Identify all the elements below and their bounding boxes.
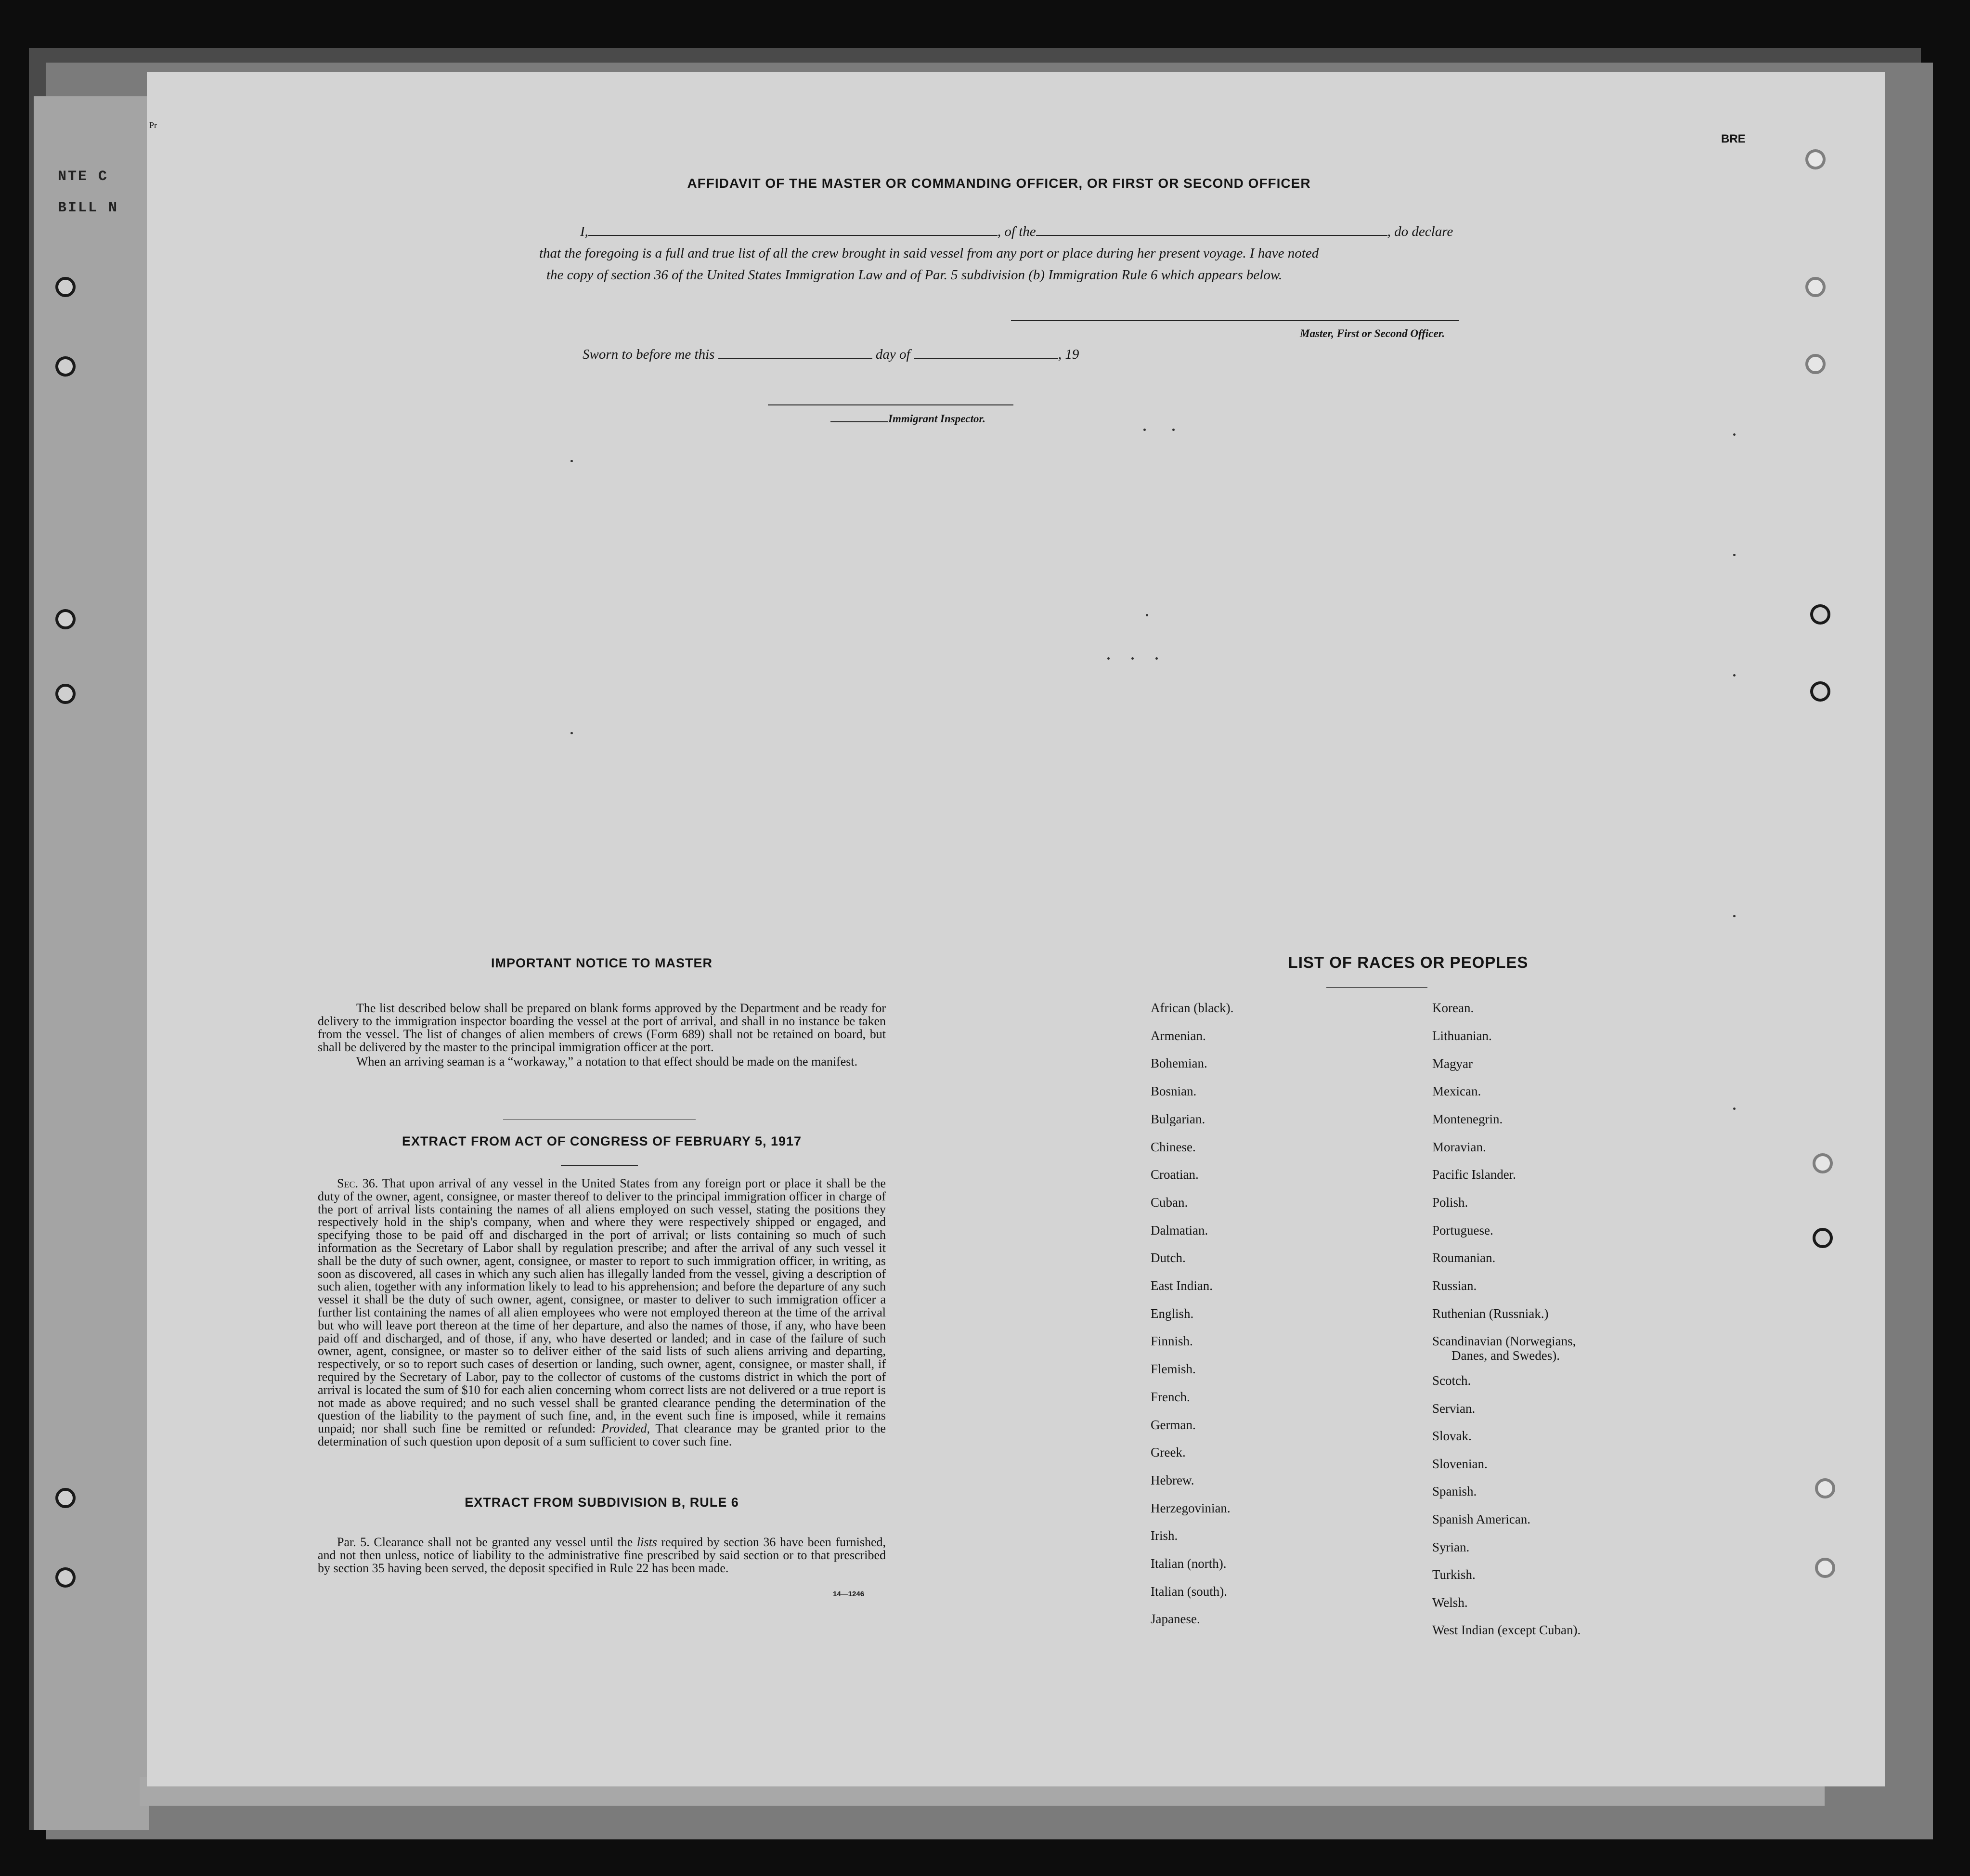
extract-act-title: EXTRACT FROM ACT OF CONGRESS OF FEBRUARY 5, 1917 xyxy=(402,1134,802,1148)
race-item: Welsh. xyxy=(1432,1595,1468,1610)
punch-hole-icon xyxy=(55,1488,76,1508)
year-label: , 19 xyxy=(1058,347,1079,362)
race-item: Chinese. xyxy=(1151,1139,1196,1154)
race-item: Irish. xyxy=(1151,1528,1178,1543)
extract-act-body xyxy=(318,1177,886,1448)
speck xyxy=(1733,433,1736,436)
punch-hole-icon xyxy=(55,356,76,377)
divider xyxy=(1326,987,1427,988)
race-item: Japanese. xyxy=(1151,1612,1200,1627)
speck xyxy=(1131,657,1134,660)
race-item: Servian. xyxy=(1432,1401,1476,1416)
speck xyxy=(1733,674,1736,677)
race-item: Armenian. xyxy=(1151,1028,1206,1043)
punch-hole-icon xyxy=(55,684,76,704)
rule-text: Par. 5. Clearance shall not be granted any vessel until the xyxy=(337,1535,633,1549)
race-item: Portuguese. xyxy=(1432,1223,1493,1238)
sworn-day-blank[interactable] xyxy=(718,358,872,359)
speck xyxy=(1107,657,1110,660)
race-item: Slovak. xyxy=(1432,1429,1472,1443)
race-item: Korean. xyxy=(1432,1001,1474,1015)
lists-word: lists xyxy=(636,1535,657,1549)
section-label: Sec. 36. xyxy=(337,1176,378,1190)
race-item: Bohemian. xyxy=(1151,1056,1207,1071)
inspector-label xyxy=(830,413,985,425)
punch-hole-icon xyxy=(1805,149,1826,169)
race-item: Scandinavian (Norwegians, xyxy=(1432,1334,1576,1348)
day-of-label: day of xyxy=(875,347,910,362)
sworn-label: Sworn to before me this xyxy=(583,347,715,362)
race-item: Hebrew. xyxy=(1151,1472,1194,1487)
race-item: Mexican. xyxy=(1432,1084,1481,1098)
section-text: That upon arrival of any vessel in the United States from any foreign port or place it shall be the duty of the owner, agent, consignee, or master thereof to deliver to the principal immigration officer in charge of the port of arrival lists containing the names of all aliens employed on such vessel, stating the positions they respectively hold in the ship's company, when and where they were respectively shipped or engaged, and specifying those to be paid off and discharged in the port of arrival; or lists containing so much of such information as the Secretary of Labor shall by regulation prescribe; and after the arrival of any such vessel it shall be the duty of such owner, agent, consignee, or master to report to such immigration officer, in writing, as soon as discovered, all cases in which any such alien has illegally landed from the vessel, giving a description of such alien, together with any information likely to lead to his apprehension; and before the departure of any such vessel it shall be the duty of such owner, agent, consignee, or master to deliver to such immigration officer a further list containing the names of all alien employees who were not employed thereon at the time of the arrival but who will leave port thereon at the time of her departure, and also the names of those, if any, who have been paid off and discharged, and of those, if any, who have deserted or landed; and in case of the failure of such owner, agent, consignee, or master so to deliver either of the said lists of such aliens arriving and departing, respectively, or so to report such cases of desertion or landing, such owner, agent, consignee, or master shall, if required by the Secretary of Labor, pay to the collector of customs of the customs district in which the port of arrival is located the sum of $10 for each alien concerning whom correct lists are not delivered or a true report is not made as above required; and no such vessel shall be granted clearance pending the determination of the question of the liability to the payment of such fine, and, in the event such fine is imposed, while it remains unpaid; nor shall such fine be remitted or refunded: xyxy=(318,1176,886,1436)
speck xyxy=(1146,614,1148,616)
extract-rule-body xyxy=(318,1536,886,1575)
stub-text: NTE C xyxy=(58,169,109,185)
section-text-end: That clearance may be granted prior to the determination of such question upon deposit of a sum sufficient to cover such fine. xyxy=(318,1421,886,1448)
race-item: African (black). xyxy=(1151,1001,1234,1015)
speck xyxy=(1733,915,1736,917)
speck xyxy=(1733,554,1736,556)
race-item: French. xyxy=(1151,1389,1190,1404)
affidavit-line-1 xyxy=(580,224,1453,240)
speck xyxy=(1733,1107,1736,1110)
race-item: Herzegovinian. xyxy=(1151,1500,1231,1515)
document-page xyxy=(147,72,1885,1786)
punch-hole-icon xyxy=(55,1567,76,1588)
race-item: Dalmatian. xyxy=(1151,1223,1208,1238)
punch-hole-icon xyxy=(1805,354,1826,374)
provided-word: Provided, xyxy=(601,1421,650,1436)
race-item: Pacific Islander. xyxy=(1432,1167,1516,1182)
signature-label: Master, First or Second Officer. xyxy=(1300,327,1445,339)
name-blank[interactable] xyxy=(588,235,998,236)
affidavit-i-label: I, xyxy=(580,224,588,239)
affidavit-line-3: the copy of section 36 of the United States Immigration Law and of Par. 5 subdivision (b) Immigration Rule 6 which appears below. xyxy=(546,267,1283,283)
speck xyxy=(1155,657,1158,660)
divider xyxy=(561,1165,638,1166)
race-item: Turkish. xyxy=(1432,1567,1476,1582)
sworn-line xyxy=(583,347,1079,363)
race-item: Polish. xyxy=(1432,1195,1468,1210)
inspector-label-text: Immigrant Inspector. xyxy=(888,413,985,425)
punch-hole-icon xyxy=(1813,1153,1833,1173)
punch-hole-icon xyxy=(1810,681,1830,702)
race-item: Cuban. xyxy=(1151,1195,1188,1210)
race-item: Croatian. xyxy=(1151,1167,1199,1182)
speck xyxy=(570,732,573,734)
race-item: Montenegrin. xyxy=(1432,1112,1503,1126)
signature-line[interactable] xyxy=(1011,320,1459,321)
race-item: Russian. xyxy=(1432,1278,1477,1293)
punch-hole-icon xyxy=(55,277,76,297)
punch-hole-icon xyxy=(55,609,76,629)
notice-title: IMPORTANT NOTICE TO MASTER xyxy=(491,956,713,970)
race-item: Italian (north). xyxy=(1151,1556,1227,1571)
stub-text: BILL N xyxy=(58,200,119,216)
vessel-blank[interactable] xyxy=(1036,235,1387,236)
punch-hole-icon xyxy=(1815,1478,1835,1498)
race-item: Lithuanian. xyxy=(1432,1029,1492,1043)
race-item: Bosnian. xyxy=(1151,1084,1197,1099)
race-item: Dutch. xyxy=(1151,1251,1186,1265)
punch-hole-icon xyxy=(1810,604,1830,625)
race-item: Magyar xyxy=(1432,1056,1473,1071)
race-item: Flemish. xyxy=(1151,1362,1196,1377)
race-item: Italian (south). xyxy=(1151,1584,1227,1599)
corner-mark: BRE xyxy=(1721,132,1746,145)
race-item: Finnish. xyxy=(1151,1334,1193,1349)
race-item: West Indian (except Cuban). xyxy=(1432,1623,1581,1637)
notice-paragraph: The list described below shall be prepared on blank forms approved by the Department and be ready for delivery to the immigration inspector boarding the vessel at the port of arrival, and shall in no instance be taken from the vessel. The list of changes of alien members of crews (Form 689) shall not be retained on board, but shall be delivered by the master to the principal immigration officer at the port. xyxy=(318,1001,886,1054)
extract-rule-title: EXTRACT FROM SUBDIVISION B, RULE 6 xyxy=(465,1495,739,1510)
corner-mark: Pr xyxy=(149,120,157,130)
affidavit-title: AFFIDAVIT OF THE MASTER OR COMMANDING OFFICER, OR FIRST OR SECOND OFFICER xyxy=(687,176,1311,191)
race-item: Moravian. xyxy=(1432,1140,1486,1154)
underlying-page-edge xyxy=(34,96,149,1830)
speck xyxy=(1143,429,1146,431)
race-item: Bulgarian. xyxy=(1151,1111,1205,1126)
race-item: Greek. xyxy=(1151,1445,1186,1460)
race-item: Syrian. xyxy=(1432,1540,1470,1554)
form-number: 14—1246 xyxy=(833,1590,865,1598)
notice-paragraph: When an arriving seaman is a “workaway,” a notation to that effect should be made on the manifest. xyxy=(356,1055,858,1068)
race-item: Roumanian. xyxy=(1432,1251,1496,1265)
speck xyxy=(1172,429,1175,431)
affidavit-line-2: that the foregoing is a full and true list of all the crew brought in said vessel from any port or place during her present voyage. I have noted xyxy=(539,246,1319,261)
race-item: Slovenian. xyxy=(1432,1457,1488,1471)
race-item: Scotch. xyxy=(1432,1373,1471,1388)
races-title: LIST OF RACES OR PEOPLES xyxy=(1288,953,1529,971)
race-item: Danes, and Swedes). xyxy=(1452,1348,1560,1363)
punch-hole-icon xyxy=(1813,1228,1833,1248)
inspector-dash xyxy=(830,421,888,422)
race-item: Spanish American. xyxy=(1432,1512,1530,1526)
race-item: English. xyxy=(1151,1306,1194,1321)
rule-text-end: required by section 36 have been furnished, and not then unless, notice of liability to the administrative fine prescribed by said section or to that prescribed by section 35 having been served, the deposit specified in Rule 22 has been made. xyxy=(318,1535,886,1575)
speck xyxy=(570,460,573,462)
inspector-signature-line[interactable] xyxy=(768,404,1013,405)
notice-body xyxy=(318,1002,886,1068)
race-item: East Indian. xyxy=(1151,1278,1213,1293)
race-item: German. xyxy=(1151,1417,1196,1432)
punch-hole-icon xyxy=(1805,277,1826,297)
race-item: Spanish. xyxy=(1432,1484,1477,1498)
punch-hole-icon xyxy=(1815,1558,1835,1578)
affidavit-declare-label: , do declare xyxy=(1387,224,1453,239)
race-item: Ruthenian (Russniak.) xyxy=(1432,1306,1549,1321)
sworn-month-blank[interactable] xyxy=(914,358,1058,359)
affidavit-of-the-label: , of the xyxy=(997,224,1036,239)
